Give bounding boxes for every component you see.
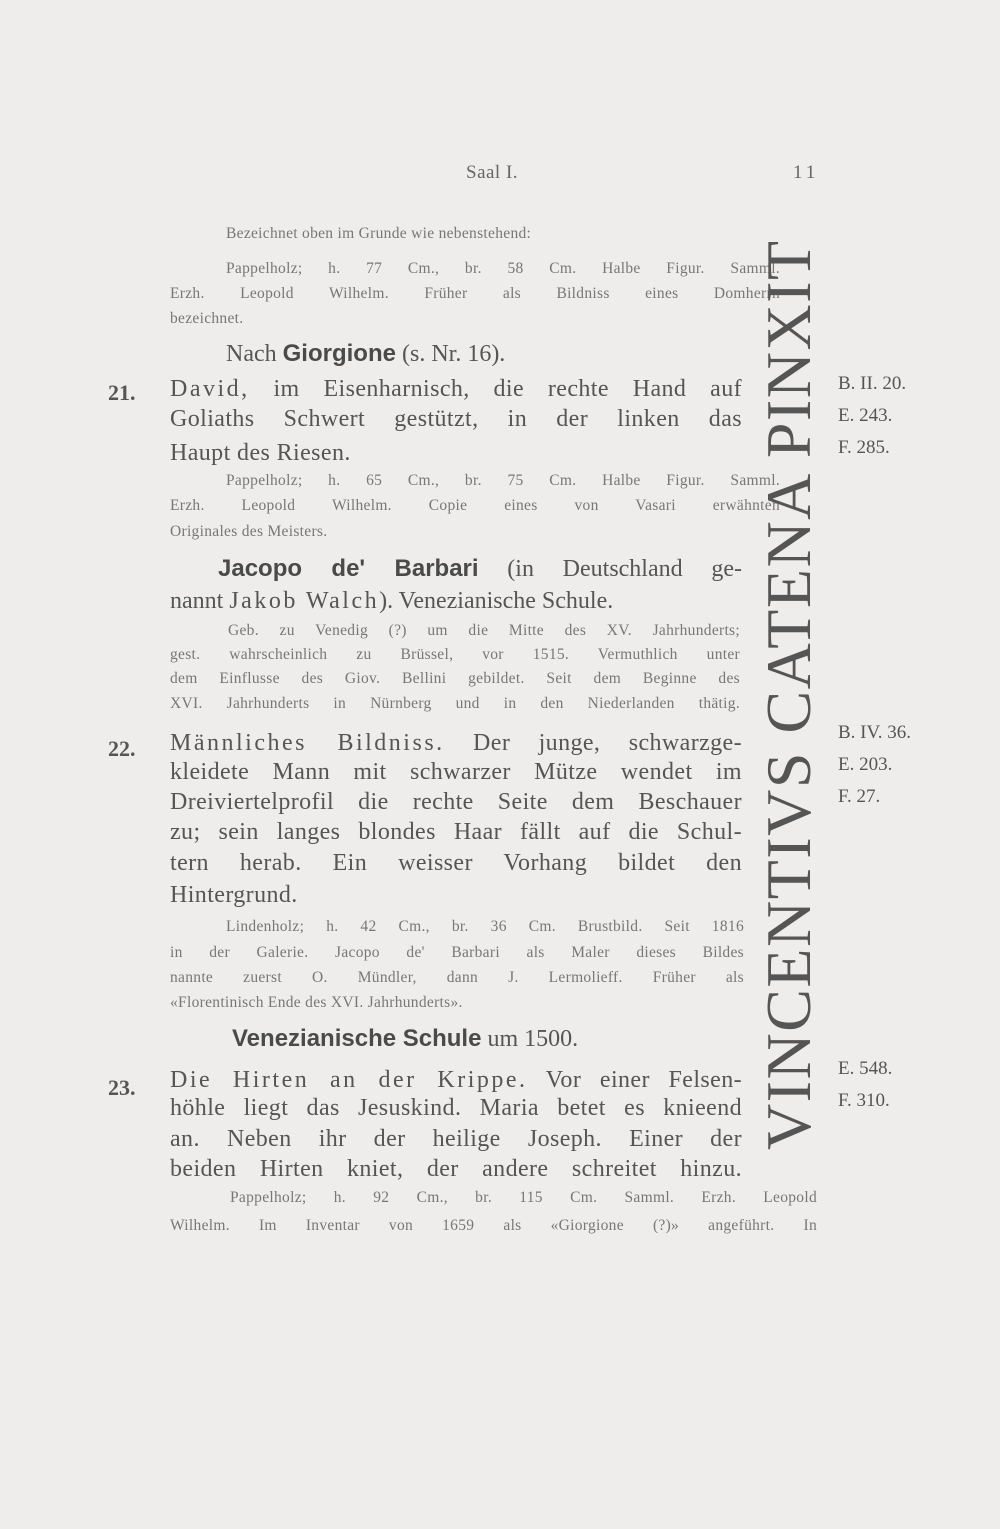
entry-text-line: tern herab. Ein weisser Vorhang bildet den	[170, 850, 742, 876]
entry-title: Männliches Bildniss.	[170, 730, 445, 756]
bibliography-ref: F. 27.	[838, 786, 881, 807]
entry-detail-line: in der Galerie. Jacopo de' Barbari als Maler dieses Bildes	[170, 944, 744, 961]
artist-bio-line: dem Einflusse des Giov. Bellini gebildet. Seit dem Beginne des	[170, 670, 740, 687]
artist-name: Jacopo de' Barbari	[218, 555, 479, 582]
entry-detail-line: Pappelholz; h. 92 Cm., br. 115 Cm. Samml. Erzh. Leopold	[230, 1189, 817, 1206]
entry-text-line: Hintergrund.	[170, 882, 298, 908]
artist-prefix: Nach	[226, 341, 277, 367]
school-name: Venezianische Schule	[232, 1025, 482, 1052]
entry-title: David,	[170, 376, 250, 402]
entry-text-line: Männliches Bildniss. Der junge, schwarzge-	[170, 730, 742, 756]
bibliography-ref: B. IV. 36.	[838, 722, 912, 743]
entry-detail-line: Wilhelm. Im Inventar von 1659 als «Giorgione (?)» angeführt. In	[170, 1217, 817, 1234]
bibliography-ref: E. 203.	[838, 754, 893, 775]
entry-text-line: Dreiviertelprofil die rechte Seite dem Beschauer	[170, 789, 742, 815]
entry-number: 23.	[108, 1075, 136, 1100]
artist-heading	[226, 340, 505, 368]
entry-detail-line: Lindenholz; h. 42 Cm., br. 36 Cm. Brustbild. Seit 1816	[226, 918, 744, 935]
artist-heading-line: nannt Jakob Walch). Venezianische Schule.	[170, 588, 614, 614]
artist-bio-line: gest. wahrscheinlich zu Brüssel, vor 1515. Vermuthlich unter	[170, 646, 740, 663]
entry-detail-line: nannte zuerst O. Mündler, dann J. Lermolieff. Früher als	[170, 969, 744, 986]
bibliography-ref: E. 548.	[838, 1058, 893, 1079]
entry-text-line: beiden Hirten kniet, der andere schreitet hinzu.	[170, 1156, 742, 1182]
page-number: 11	[793, 162, 820, 183]
entry-text-line: Haupt des Riesen.	[170, 440, 351, 466]
intro-detail-line: Pappelholz; h. 77 Cm., br. 58 Cm. Halbe Figur. Samml.	[226, 260, 780, 277]
intro-detail-line: Erzh. Leopold Wilhelm. Früher als Bildniss eines Domherrn	[170, 285, 780, 302]
entry-detail-line: «Florentinisch Ende des XVI. Jahrhunderts».	[170, 994, 463, 1011]
entry-number: 22.	[108, 736, 136, 761]
artist-reference: (s. Nr. 16).	[395, 341, 506, 367]
entry-text-line: kleidete Mann mit schwarzer Mütze wendet im	[170, 759, 742, 785]
entry-text-line: höhle liegt das Jesuskind. Maria betet es knieend	[170, 1095, 742, 1121]
entry-title: Die Hirten an der Krippe.	[170, 1067, 528, 1093]
artist-bio-line: Geb. zu Venedig (?) um die Mitte des XV. Jahrhunderts;	[228, 622, 740, 639]
signature-note: Bezeichnet oben im Grunde wie nebenstehend:	[226, 225, 532, 242]
artist-alias: Jakob Walch	[229, 588, 380, 614]
section-header: Saal I.	[466, 162, 519, 183]
intro-detail-line: bezeichnet.	[170, 310, 244, 327]
entry-detail-line: Pappelholz; h. 65 Cm., br. 75 Cm. Halbe Figur. Samml.	[226, 472, 780, 489]
bibliography-ref: E. 243.	[838, 405, 893, 426]
bibliography-ref: B. II. 20.	[838, 373, 907, 394]
entry-detail-line: Originales des Meisters.	[170, 523, 328, 540]
entry-text-line: Goliaths Schwert gestützt, in der linken das	[170, 406, 742, 432]
bibliography-ref: F. 285.	[838, 437, 890, 458]
school-heading	[232, 1025, 578, 1053]
entry-detail-line: Erzh. Leopold Wilhelm. Copie eines von Vasari erwähnten	[170, 497, 780, 514]
painting-inscription: VINCENTIVS CATENA PINXIT	[753, 239, 824, 1150]
entry-number: 21.	[108, 380, 136, 405]
artist-name: Giorgione	[282, 340, 396, 367]
entry-text-line: Die Hirten an der Krippe. Vor einer Felsen-	[170, 1067, 742, 1093]
entry-text-line: an. Neben ihr der heilige Joseph. Einer der	[170, 1126, 742, 1152]
entry-text-line: David, im Eisenharnisch, die rechte Hand auf	[170, 376, 742, 402]
artist-bio-line: XVI. Jahrhunderts in Nürnberg und in den Niederlanden thätig.	[170, 695, 740, 712]
entry-text-line: zu; sein langes blondes Haar fällt auf die Schul-	[170, 819, 742, 845]
artist-heading: Jacopo de' Barbari (in Deutschland ge-	[218, 555, 742, 582]
bibliography-ref: F. 310.	[838, 1090, 890, 1111]
school-date: um 1500.	[481, 1026, 579, 1052]
